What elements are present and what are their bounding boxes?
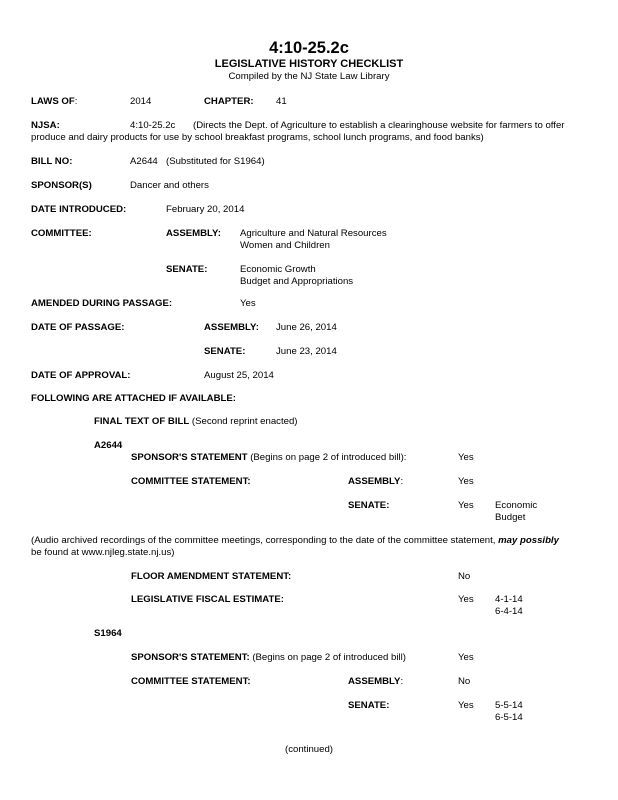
date-introduced-label: DATE INTRODUCED: xyxy=(31,204,127,215)
page-title: 4:10-25.2c xyxy=(269,39,349,57)
checklist-heading: LEGISLATIVE HISTORY CHECKLIST xyxy=(214,58,404,70)
s1964-sponsor-statement: SPONSOR'S STATEMENT: (Begins on page 2 of introduced bill) xyxy=(131,652,406,663)
passage-assembly-label: ASSEMBLY: xyxy=(204,322,259,333)
passage-senate-label: SENATE: xyxy=(204,346,246,357)
fiscal-estimate-value: Yes xyxy=(458,594,474,605)
passage-senate-value: June 23, 2014 xyxy=(276,346,337,357)
s1964-senate-date1: 5-5-14 xyxy=(495,700,523,711)
a2644-committee-senate-value: Yes xyxy=(458,500,474,511)
amended-value: Yes xyxy=(240,298,256,309)
bill-substitution-note: (Substituted for S1964) xyxy=(166,156,265,167)
audio-note-line2: be found at www.njleg.state.nj.us) xyxy=(31,547,175,558)
s1964-committee-statement-label: COMMITTEE STATEMENT: xyxy=(131,676,251,687)
bill-no-value: A2644 xyxy=(130,156,158,167)
laws-of-value: 2014 xyxy=(130,96,152,107)
amended-label: AMENDED DURING PASSAGE: xyxy=(31,298,173,309)
fiscal-estimate-date2: 6-4-14 xyxy=(495,606,523,617)
bill-no-label: BILL NO: xyxy=(31,156,73,167)
s1964-sponsor-statement-value: Yes xyxy=(458,652,474,663)
a2644-committee-assembly-label: ASSEMBLY: xyxy=(348,476,404,487)
committee-senate-line1: Economic Growth xyxy=(240,264,316,275)
s1964-heading: S1964 xyxy=(94,628,122,639)
passage-label: DATE OF PASSAGE: xyxy=(31,322,125,333)
approval-value: August 25, 2014 xyxy=(204,370,274,381)
a2644-committee-senate-label: SENATE: xyxy=(348,500,390,511)
chapter-label: CHAPTER: xyxy=(204,96,254,107)
compiled-by: Compiled by the NJ State Law Library xyxy=(228,71,390,82)
laws-of-label: LAWS OF: xyxy=(31,96,78,107)
njsa-value: 4:10-25.2c xyxy=(130,120,176,131)
a2644-sponsor-statement-value: Yes xyxy=(458,452,474,463)
njsa-label: NJSA: xyxy=(31,120,60,131)
date-introduced-value: February 20, 2014 xyxy=(166,204,245,215)
chapter-value: 41 xyxy=(276,96,287,107)
committee-assembly-line1: Agriculture and Natural Resources xyxy=(240,228,387,239)
final-text-line: FINAL TEXT OF BILL (Second reprint enacted) xyxy=(94,416,298,427)
passage-assembly-value: June 26, 2014 xyxy=(276,322,337,333)
attachments-heading: FOLLOWING ARE ATTACHED IF AVAILABLE: xyxy=(31,393,236,404)
fiscal-estimate-date1: 4-1-14 xyxy=(495,594,523,605)
fiscal-estimate-label: LEGISLATIVE FISCAL ESTIMATE: xyxy=(131,594,284,605)
a2644-senate-note-line2: Budget xyxy=(495,512,526,523)
s1964-committee-senate-value: Yes xyxy=(458,700,474,711)
a2644-heading: A2644 xyxy=(94,440,123,451)
njsa-description-line1: (Directs the Dept. of Agriculture to establish a clearinghouse website for farmers to offer xyxy=(193,120,565,131)
committee-assembly-line2: Women and Children xyxy=(240,240,330,251)
s1964-committee-senate-label: SENATE: xyxy=(348,700,390,711)
committee-senate-line2: Budget and Appropriations xyxy=(240,276,354,287)
njsa-description-line2: produce and dairy products for use by school breakfast programs, school lunch programs, and food banks) xyxy=(31,132,484,143)
continued-note: (continued) xyxy=(285,744,333,755)
approval-label: DATE OF APPROVAL: xyxy=(31,370,131,381)
s1964-committee-assembly-value: No xyxy=(458,676,471,687)
s1964-committee-assembly-label: ASSEMBLY: xyxy=(348,676,404,687)
floor-amendment-value: No xyxy=(458,571,471,582)
floor-amendment-label: FLOOR AMENDMENT STATEMENT: xyxy=(131,571,292,582)
sponsor-value: Dancer and others xyxy=(130,180,209,191)
s1964-senate-date2: 6-5-14 xyxy=(495,712,523,723)
a2644-committee-assembly-value: Yes xyxy=(458,476,474,487)
committee-assembly-label: ASSEMBLY: xyxy=(166,228,221,239)
audio-note-line1: (Audio archived recordings of the committee meetings, corresponding to the date of the committee statement, may possibly xyxy=(31,535,559,546)
a2644-committee-statement-label: COMMITTEE STATEMENT: xyxy=(131,476,251,487)
committee-label: COMMITTEE: xyxy=(31,228,92,239)
committee-senate-label: SENATE: xyxy=(166,264,208,275)
a2644-sponsor-statement: SPONSOR'S STATEMENT (Begins on page 2 of introduced bill): xyxy=(131,452,407,463)
sponsor-label: SPONSOR(S) xyxy=(31,180,92,191)
a2644-senate-note-line1: Economic xyxy=(495,500,538,511)
